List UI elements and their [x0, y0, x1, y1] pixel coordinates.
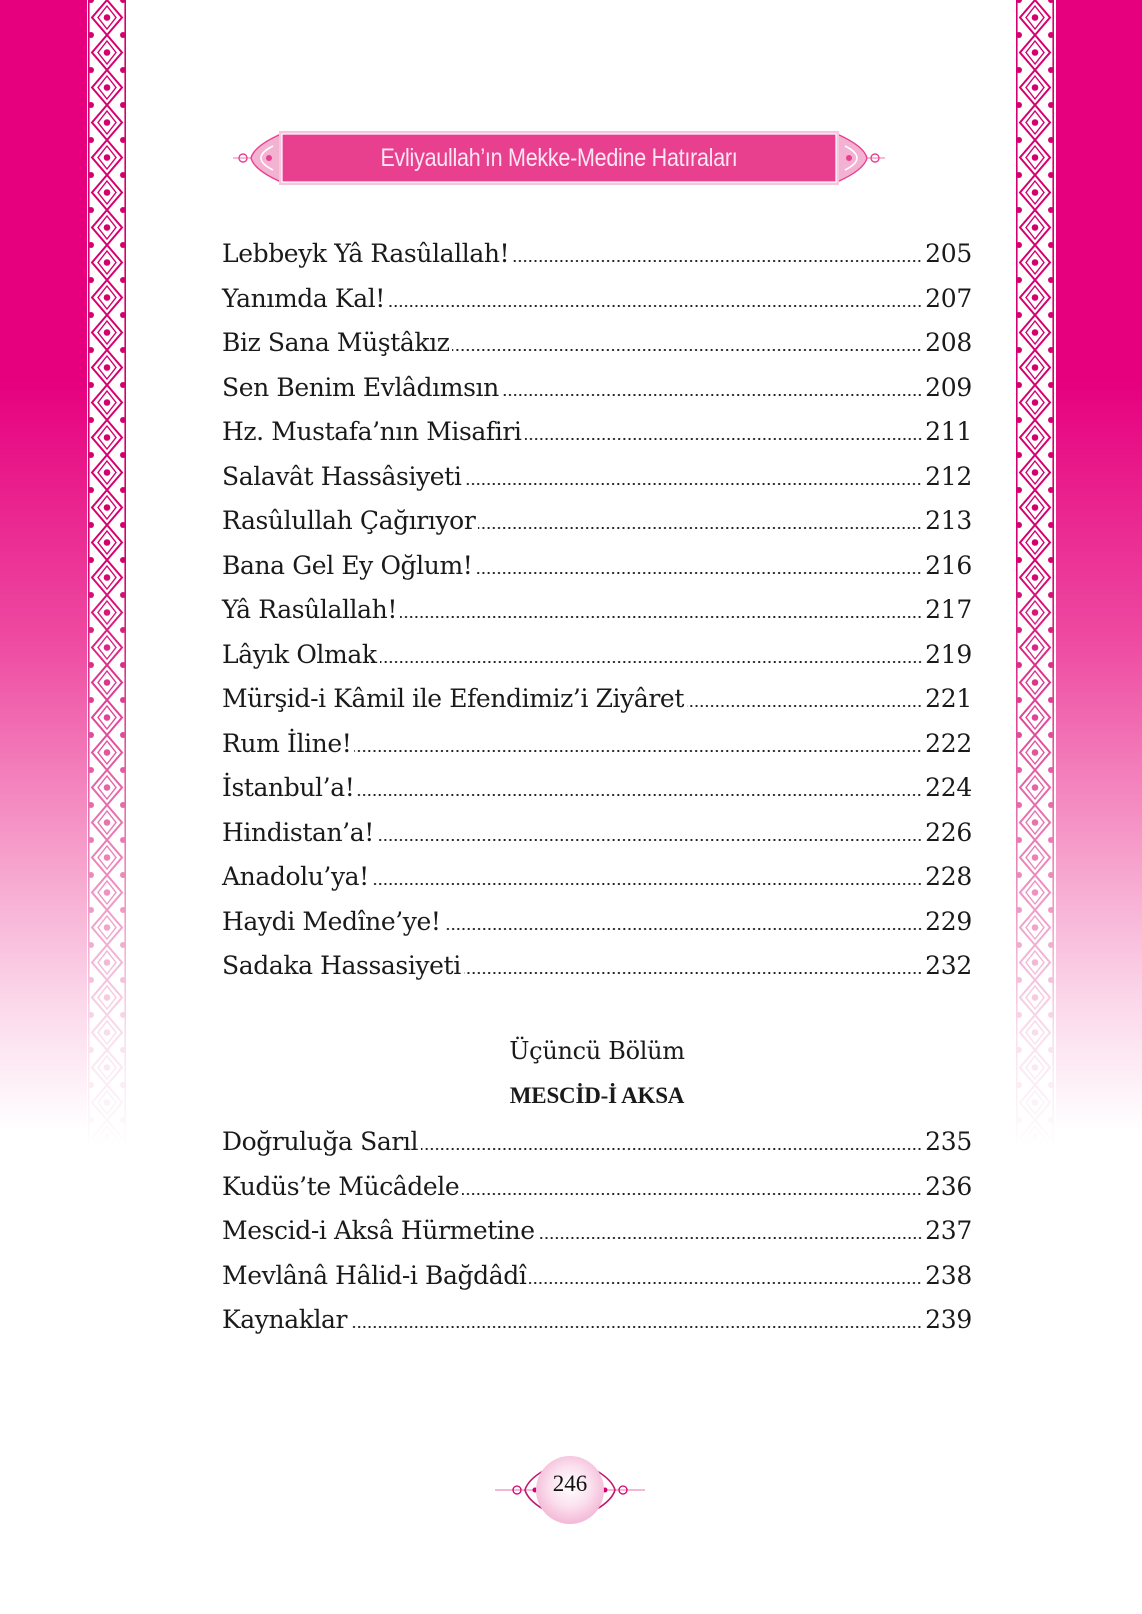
dot-leader [372, 883, 922, 885]
toc-entry-title: İstanbul’a! [222, 773, 355, 802]
toc-entry-title: Haydi Medîne’ye! [222, 906, 441, 936]
right-ornamental-border [1015, 0, 1055, 1160]
dot-leader [478, 527, 922, 529]
toc-entry[interactable] [222, 503, 972, 539]
toc-entry[interactable] [222, 370, 972, 406]
toc-entry[interactable] [222, 859, 972, 895]
toc-entry-title: Mescid-i Aksâ Hürmetine [222, 1216, 535, 1245]
toc-entry-title: Sadaka Hassasiyeti [222, 951, 461, 980]
toc-entry-page: 224 [925, 773, 972, 802]
dot-leader [538, 1237, 923, 1239]
toc-entry-page: 209 [925, 372, 972, 402]
section-title: MESCİD-İ AKSA [509, 1083, 685, 1108]
page-number-footer [495, 1455, 645, 1525]
dot-leader [421, 1148, 922, 1150]
toc-entry[interactable] [222, 1258, 972, 1294]
toc-entry[interactable] [222, 459, 972, 495]
toc-entry-title: Yâ Rasûlallah! [222, 595, 397, 624]
toc-entry[interactable] [222, 637, 972, 673]
toc-entry-page: 216 [925, 550, 972, 580]
toc-entry-title: Anadolu’ya! [222, 862, 369, 891]
dot-leader [464, 483, 922, 485]
dot-leader [377, 839, 922, 841]
toc-entry[interactable] [222, 592, 972, 628]
dot-leader [354, 750, 922, 752]
toc-entry-title: Biz Sana Müştâkız [222, 328, 450, 357]
toc-entry-page: 211 [925, 417, 972, 446]
toc-entry[interactable] [222, 1169, 972, 1205]
toc-entry[interactable] [222, 281, 972, 317]
page-number: 246 [552, 1471, 588, 1496]
toc-entry-page: 236 [925, 1171, 972, 1201]
toc-entry-title: Kudüs’te Mücâdele [222, 1171, 460, 1201]
dot-leader [350, 1326, 922, 1328]
toc-entry[interactable] [222, 770, 972, 806]
toc-entry-title: Kaynaklar [222, 1305, 348, 1334]
toc-entry-page: 219 [925, 639, 972, 669]
dot-leader [525, 438, 923, 440]
toc-entry-title: Hz. Mustafa’nın Misafiri [222, 417, 522, 446]
toc-entry-title: Hindistan’a! [222, 817, 374, 847]
toc-entry[interactable] [222, 236, 972, 272]
dot-leader [452, 349, 922, 351]
toc-entry-title: Sen Benim Evlâdımsın [222, 372, 499, 402]
toc-entry-page: 228 [925, 862, 972, 891]
running-header [233, 128, 885, 188]
toc-entry[interactable] [222, 548, 972, 584]
toc-entry-page: 212 [925, 461, 972, 491]
right-magenta-band [1056, 0, 1142, 1614]
toc-entry-page: 238 [925, 1260, 972, 1290]
toc-entry[interactable] [222, 414, 972, 450]
dot-leader [475, 572, 922, 574]
dot-leader [462, 1193, 922, 1195]
toc-entry-title: Rasûlullah Çağırıyor [222, 506, 476, 535]
toc-entry-page: 222 [925, 728, 972, 758]
toc-entry[interactable] [222, 1124, 972, 1160]
toc-entry-page: 213 [925, 506, 972, 535]
toc-entry-title: Salavât Hassâsiyeti [222, 461, 462, 491]
toc-entry-title: Bana Gel Ey Oğlum! [222, 550, 473, 580]
toc-entry[interactable] [222, 726, 972, 762]
book-title: Evliyaullah’ın Mekke-Medine Hatıraları [380, 143, 738, 172]
toc-entry-title: Rum İline! [222, 728, 352, 758]
dot-leader [388, 305, 922, 307]
toc-entry[interactable] [222, 681, 972, 717]
toc-entry-title: Lebbeyk Yâ Rasûlallah! [222, 239, 510, 268]
toc-entry-page: 239 [925, 1305, 972, 1334]
section-label: Üçüncü Bölüm [509, 1037, 685, 1065]
dot-leader [400, 616, 922, 618]
toc-entry-page: 232 [925, 951, 972, 980]
toc-entry[interactable] [222, 325, 972, 361]
toc-entry-page: 226 [925, 817, 972, 847]
toc-entry-page: 208 [925, 328, 972, 357]
toc-entry[interactable] [222, 904, 972, 940]
toc-entry-title: Mevlânâ Hâlid-i Bağdâdî [222, 1260, 527, 1290]
dot-leader [512, 260, 922, 262]
toc-entry[interactable] [222, 1302, 972, 1338]
toc-entry-page: 235 [925, 1127, 972, 1156]
toc-entry-page: 207 [925, 283, 972, 313]
dot-leader [502, 394, 922, 396]
dot-leader [687, 705, 922, 707]
left-magenta-band [0, 0, 87, 1614]
toc-entry-title: Lâyık Olmak [222, 639, 377, 669]
toc-entry-page: 237 [925, 1216, 972, 1245]
toc-entry[interactable] [222, 815, 972, 851]
dot-leader [380, 661, 923, 663]
toc-entry-title: Mürşid-i Kâmil ile Efendimiz’i Ziyâret [222, 684, 684, 713]
toc-entry-page: 205 [925, 239, 972, 268]
toc-entry-page: 229 [925, 906, 972, 936]
dot-leader [357, 794, 922, 796]
toc-entry-title: Yanımda Kal! [222, 283, 385, 313]
toc-entry-page: 217 [925, 595, 972, 624]
left-ornamental-border [87, 0, 127, 1160]
dot-leader [464, 972, 922, 974]
toc-entry-page: 221 [925, 684, 972, 713]
dot-leader [444, 928, 923, 930]
toc-entry-title: Doğruluğa Sarıl [222, 1127, 419, 1156]
dot-leader [529, 1282, 922, 1284]
toc-entry[interactable] [222, 948, 972, 984]
toc-entry[interactable] [222, 1213, 972, 1249]
